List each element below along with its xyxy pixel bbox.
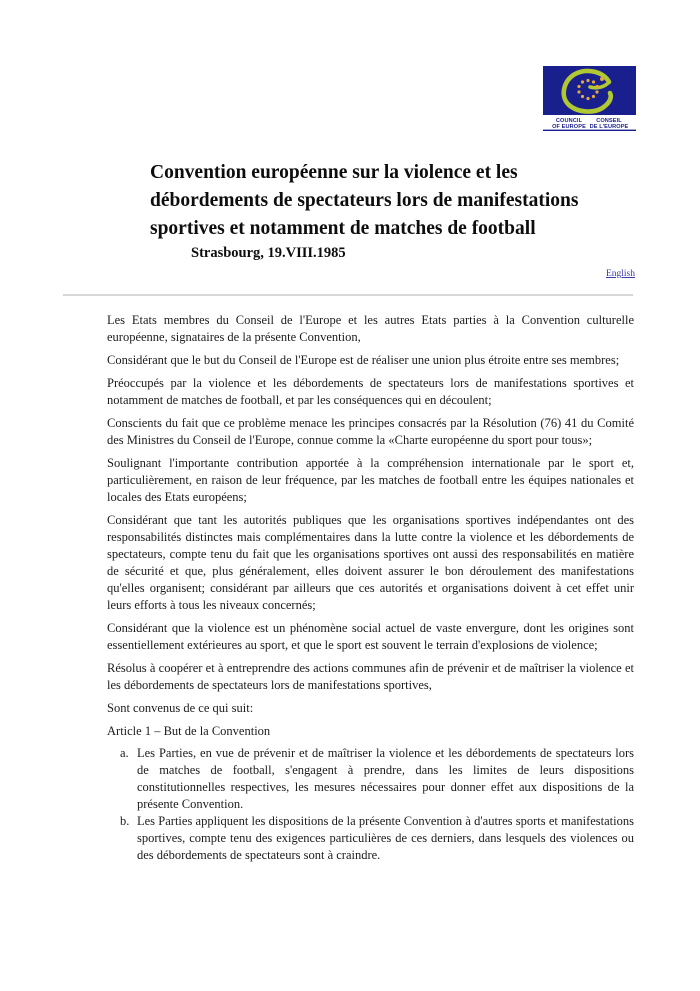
header-divider [63,294,633,296]
preamble-paragraph: Conscients du fait que ce problème menace les principes consacrés par la Résolution (76) 41 du Comité des Ministres du Conseil de l'Europe, connue comme la «Charte européenne du sport pour tous»; [107,416,634,447]
logo-text-council-2: OF EUROPE [552,124,586,130]
list-item-b [120,813,634,864]
article-1-heading: Article 1 – But de la Convention [107,724,271,738]
page-title-line-1: Convention européenne sur la violence et les [150,162,518,184]
list-marker-a: a. [120,746,129,760]
logo-wordmark [552,118,628,130]
page-title [150,159,645,243]
logo-text-conseil-2: DE L'EUROPE [589,124,629,130]
language-switcher [606,269,635,279]
document-place-date: Strasbourg, 19.VIII.1985 [191,245,346,261]
list-item-a-text: Les Parties, en vue de prévenir et de maîtriser la violence et les débordements de spectateurs lors de matches de football, s'engagent à prendre, dans les limites de leurs dispositions constitutionnelles respectives, les mesures nécessaires pour donner effet aux dispositions de la présente Convention. [137,746,634,811]
preamble-paragraph: Préoccupés par la violence et les débordements de spectateurs lors de manifestations sportives et notamment de matches de football, et par les conséquences qui en découlent; [107,376,634,407]
preamble-paragraph: Considérant que le but du Conseil de l'Europe est de réaliser une union plus étroite entre ses membres; [107,353,620,367]
council-of-europe-logo-graphic [543,66,636,132]
page-title-line-2: débordements de spectateurs lors de manifestations [150,190,579,212]
preamble-paragraph: Soulignant l'importante contribution apportée à la compréhension internationale par le sport et, particulièrement, en raison de leur fréquence, par les matches de football entre les équipes nationales et locales des Etats européens; [107,456,634,504]
list-item-b-text: Les Parties appliquent les dispositions de la présente Convention à d'autres sports et manifestations sportives, compte tenu des exigences particulières de ces derniers, dans lesquels des violences ou des débordements de spectateurs sont à craindre. [137,814,634,862]
article-1-list [120,745,634,864]
logo-underline [543,130,636,131]
list-item-a [120,745,634,813]
preamble-paragraph: Résolus à coopérer et à entreprendre des actions communes afin de prévenir et de maîtriser la violence et les débordements de spectateurs lors de manifestations sportives, [107,661,634,692]
list-marker-b: b. [120,814,130,828]
preamble-paragraph: Sont convenus de ce qui suit: [107,701,254,715]
logo-blue-field [543,66,636,115]
logo-text-conseil-1: CONSEIL [596,118,622,124]
page-title-line-3: sportives et notamment de matches de football [150,218,536,240]
logo-text-council-1: COUNCIL [555,118,583,124]
council-of-europe-logo [543,66,636,132]
english-language-link[interactable]: English [605,269,635,279]
document-body [107,312,634,864]
preamble-paragraph: Considérant que tant les autorités publiques que les organisations sportives indépendantes ont des responsabilités distinctes mais complémentaires dans la lutte contre la violence et les débordements de spectateurs, compte tenu du fait que les organisations sportives ont aussi des responsabilités en matière de sécurité et que, plus généralement, elles doivent assurer le bon déroulement des manifestations qu'elles organisent; considérant par ailleurs que ces autorités et organisations doivent à cet effet unir leurs efforts à tous les niveaux concernés; [107,513,634,612]
preamble-paragraph: Les Etats membres du Conseil de l'Europe et les autres Etats parties à la Convention culturelle européenne, signataires de la présente Convention, [107,313,634,344]
preamble-paragraph: Considérant que la violence est un phénomène social actuel de vaste envergure, dont les origines sont essentiellement extérieures au sport, et que le sport est souvent le terrain d'explosions de violence; [107,621,634,652]
